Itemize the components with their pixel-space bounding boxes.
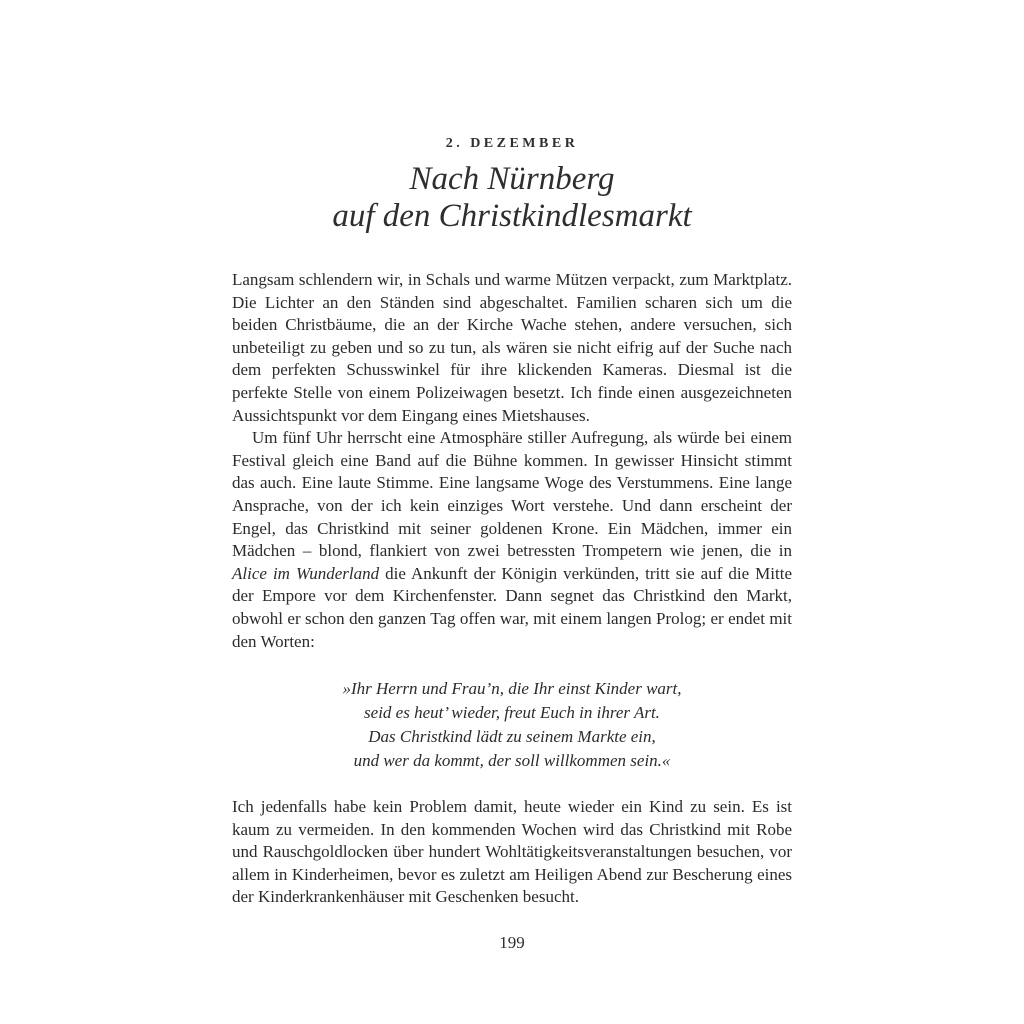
paragraph-text: die Ankunft der Königin verkünden, tritt sie auf die Mitte der Empore vor dem Kirchenfenster. Dann segnet das Christkind den Markt, obwohl er schon den ganzen Tag offen war, mit einem langen Prolog; er endet mit den Worten: <box>232 563 793 651</box>
paragraph <box>232 269 792 427</box>
page-body <box>232 269 792 909</box>
verse-line: seid es heut’ wieder, freut Euch in ihrer Art. <box>364 703 660 723</box>
verse-line: Das Christkind lädt zu seinem Markte ein, <box>368 727 656 747</box>
paragraph-text: Um fünf Uhr herrscht eine Atmosphäre stiller Aufregung, als würde bei einem Festival gleich eine Band auf die Bühne kommen. In gewisser Hinsicht stimmt das auch. Eine laute Stimme. Eine langsame Woge des Verstummens. Eine lange Ansprache, von der ich kein einziges Wort verstehe. Und dann erscheint der Engel, das Christkind mit seiner goldenen Krone. Ein Mädchen, immer ein Mädchen – blond, flankiert von zwei betressten Trompetern wie jenen, die in <box>232 428 792 561</box>
italic-book-title: Alice im Wunderland <box>232 563 380 583</box>
paragraph-text: Ich jedenfalls habe kein Problem damit, heute wieder ein Kind zu sein. Es ist kaum zu vermeiden. In den kommenden Wochen wird das Christkind mit Robe und Rauschgoldlocken über hundert Wohltätigkeitsveranstaltungen besuchen, vor allem in Kinderheimen, bevor es zuletzt am Heiligen Abend zur Bescherung eines der Kinderkrankenhäuser mit Geschenken besucht. <box>232 797 792 907</box>
verse-quote <box>232 677 792 773</box>
chapter-title <box>0 161 1024 235</box>
page-number: 199 <box>499 933 525 952</box>
paragraph <box>232 796 792 909</box>
verse-line: und wer da kommt, der soll willkommen sein.« <box>353 751 671 771</box>
chapter-title-line2: auf den Christkindlesmarkt <box>332 198 692 234</box>
paragraph-text: Langsam schlendern wir, in Schals und warme Mützen verpackt, zum Marktplatz. Die Lichter an den Ständen sind abgeschaltet. Familien scharen sich um die beiden Christbäume, die an der Kirche Wache stehen, andere versuchen, sich unbeteiligt zu geben und so zu tun, als wären sie nicht eifrig auf der Suche nach dem perfekten Schusswinkel für ihre klickenden Kameras. Diesmal ist die perfekte Stelle von einem Polizeiwagen besetzt. Ich finde einen ausgezeichneten Aussichtspunkt vor dem Eingang eines Mietshauses. <box>232 270 792 425</box>
paragraph <box>232 427 792 653</box>
chapter-title-line1: Nach Nürnberg <box>409 161 615 197</box>
verse-line: »Ihr Herrn und Frau’n, die Ihr einst Kinder wart, <box>342 679 682 699</box>
chapter-date-heading: 2. DEZEMBER <box>445 136 579 151</box>
